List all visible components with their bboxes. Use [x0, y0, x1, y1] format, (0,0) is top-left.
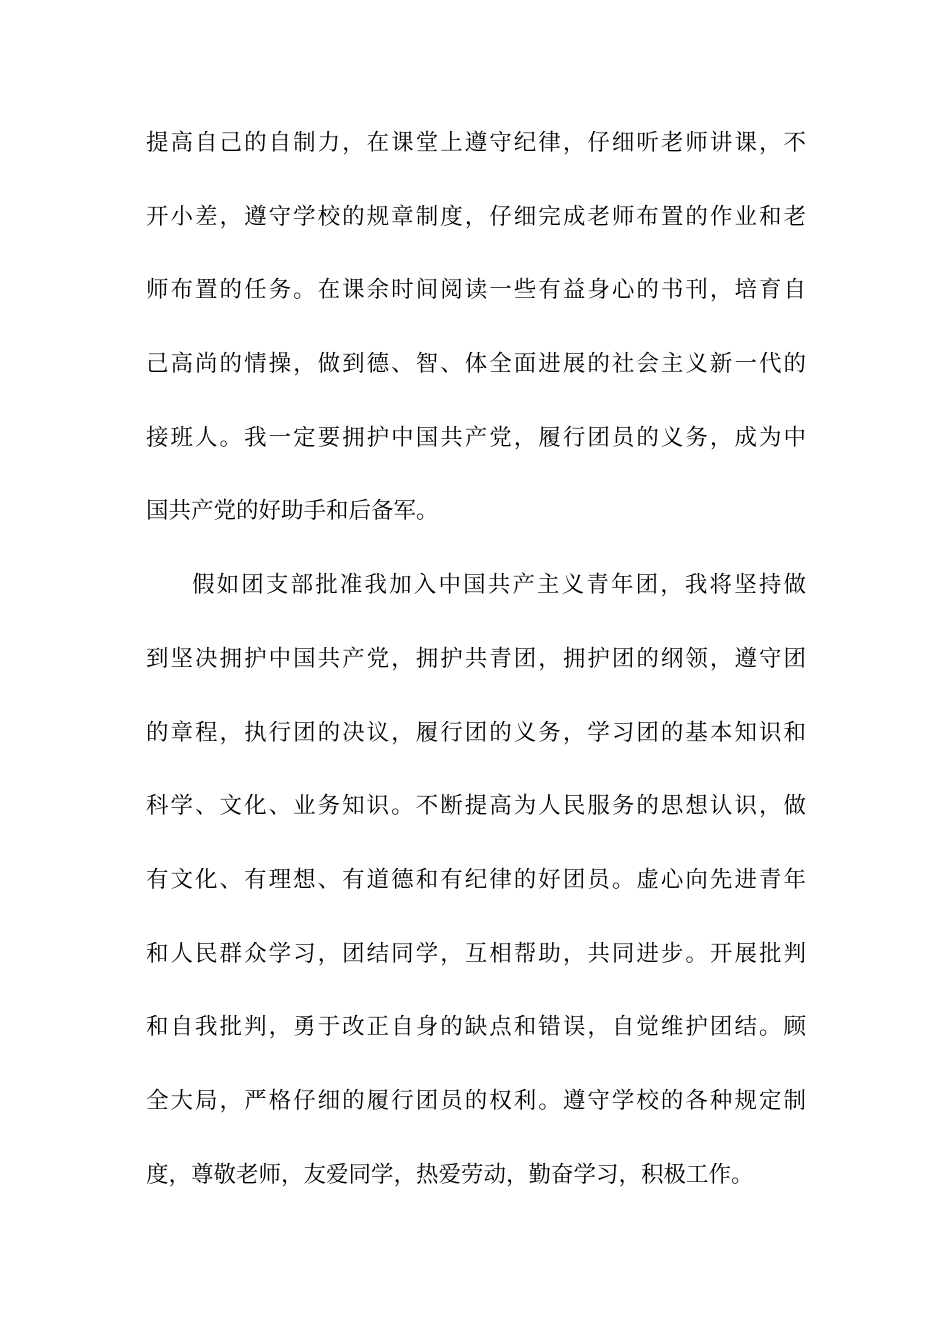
text-line: 接班人。我一定要拥护中国共产党，履行团员的义务，成为中 — [146, 424, 806, 451]
paragraph-first-line: 假如团支部批准我加入中国共产主义青年团，我将坚持做 — [192, 572, 806, 599]
text-line: 己高尚的情操，做到德、智、体全面进展的社会主义新一代的 — [146, 351, 806, 378]
text-line: 国共产党的好助手和后备军。 — [146, 498, 439, 525]
text-line: 提高自己的自制力，在课堂上遵守纪律，仔细听老师讲课，不 — [146, 130, 806, 156]
text-line: 科学、文化、业务知识。不断提高为人民服务的思想认识，做 — [146, 793, 806, 820]
text-line: 和自我批判，勇于改正自身的缺点和错误，自觉维护团结。顾 — [146, 1014, 806, 1041]
text-line: 有文化、有理想、有道德和有纪律的好团员。虚心向先进青年 — [146, 866, 806, 893]
text-line: 的章程，执行团的决议，履行团的义务，学习团的基本知识和 — [146, 719, 806, 746]
text-line: 到坚决拥护中国共产党，拥护共青团，拥护团的纲领，遵守团 — [146, 645, 806, 672]
text-line: 度，尊敬老师，友爱同学，热爱劳动，勤奋学习，积极工作。 — [146, 1161, 754, 1188]
text-line: 师布置的任务。在课余时间阅读一些有益身心的书刊，培育自 — [146, 277, 806, 304]
text-line: 开小差，遵守学校的规章制度，仔细完成老师布置的作业和老 — [146, 203, 806, 230]
text-line: 和人民群众学习，团结同学，互相帮助，共同进步。开展批判 — [146, 940, 806, 967]
text-line: 全大局，严格仔细的履行团员的权利。遵守学校的各种规定制 — [146, 1087, 806, 1114]
body-text — [146, 128, 806, 1233]
